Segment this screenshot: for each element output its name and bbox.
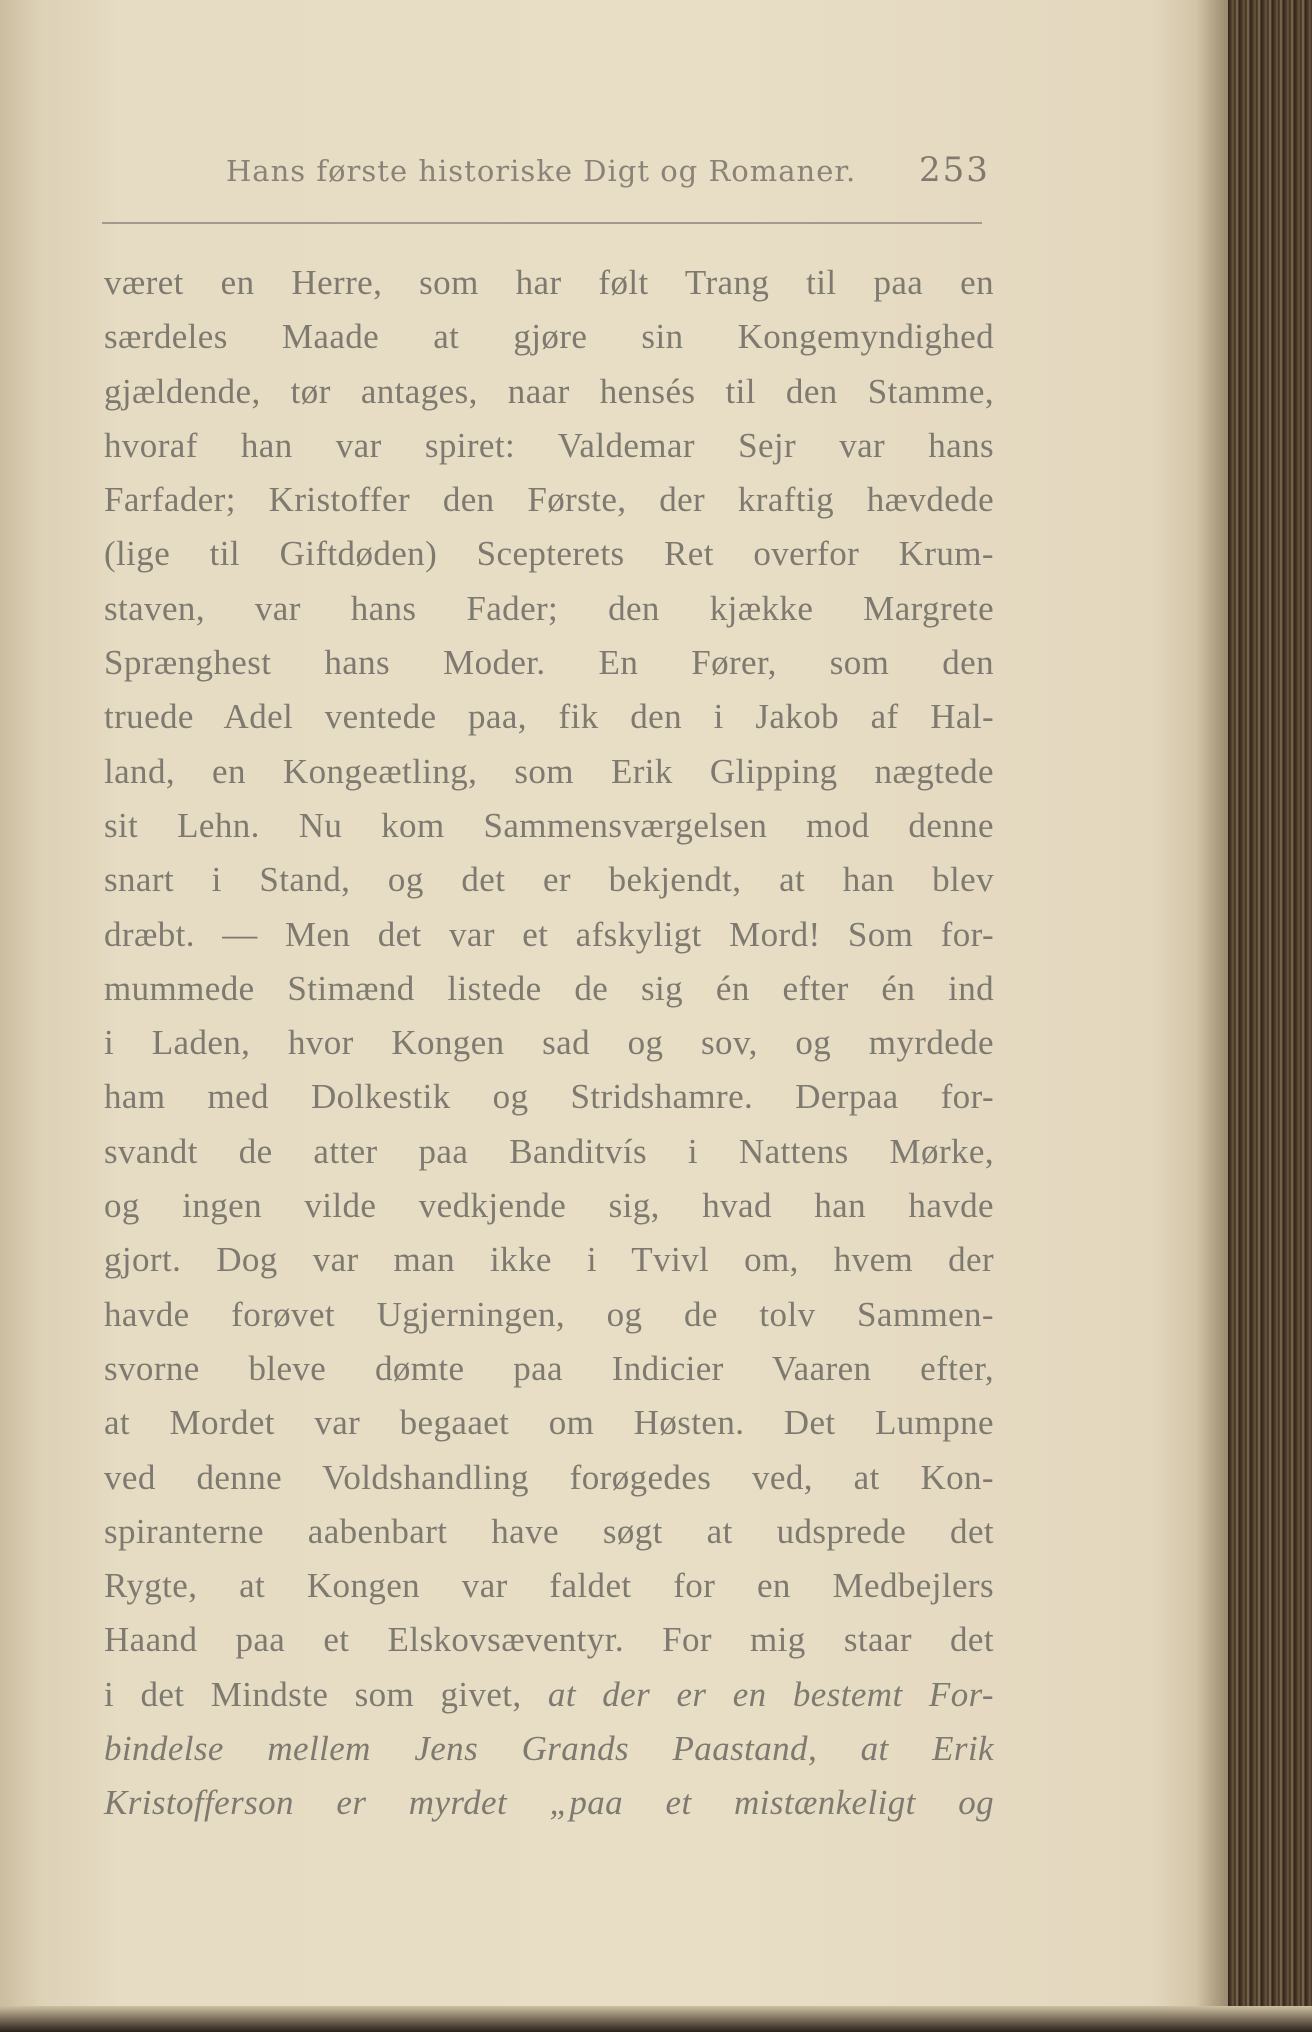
text-line: Kristofferson er myrdet „paa et mistænkeligt og bbox=[104, 1783, 994, 1823]
text-line: ham med Dolkestik og Stridshamre. Derpaa for- bbox=[104, 1077, 994, 1117]
text-line: spiranterne aabenbart have søgt at udsprede det bbox=[104, 1511, 994, 1551]
text-line: land, en Kongeætling, som Erik Glipping nægtede bbox=[104, 751, 994, 791]
text-line: gjort. Dog var man ikke i Tvivl om, hvem der bbox=[104, 1240, 994, 1280]
page-number: 253 bbox=[919, 150, 990, 190]
text-line: sit Lehn. Nu kom Sammensværgelsen mod denne bbox=[104, 805, 994, 845]
text-line: truede Adel ventede paa, fik den i Jakob af Hal- bbox=[104, 697, 994, 737]
book-page-edges bbox=[1228, 0, 1312, 2032]
text-line: Rygte, at Kongen var faldet for en Medbejlers bbox=[104, 1566, 994, 1606]
page-gutter-shadow bbox=[1196, 0, 1230, 2032]
text-roman-part: i det Mindste som givet, bbox=[104, 1674, 548, 1714]
text-line: i Laden, hvor Kongen sad og sov, og myrdede bbox=[104, 1023, 994, 1063]
text-line bbox=[104, 1668, 994, 1722]
text-line: ved denne Voldshandling forøgedes ved, at Kon- bbox=[104, 1457, 994, 1497]
text-line: at Mordet var begaaet om Høsten. Det Lumpne bbox=[104, 1403, 994, 1443]
text-line: og ingen vilde vedkjende sig, hvad han havde bbox=[104, 1186, 994, 1226]
text-line: havde forøvet Ugjerningen, og de tolv Sammen- bbox=[104, 1294, 994, 1334]
text-line: mummede Stimænd listede de sig én efter én ind bbox=[104, 968, 994, 1008]
text-line: dræbt. — Men det var et afskyligt Mord! Som for- bbox=[104, 914, 994, 954]
text-italic-part: at der er en bestemt For- bbox=[547, 1674, 994, 1714]
text-line: staven, var hans Fader; den kjække Margrete bbox=[104, 588, 994, 628]
running-head bbox=[104, 148, 990, 204]
running-head-title: Hans første historiske Digt og Romaner. bbox=[226, 154, 857, 188]
text-line: været en Herre, som har følt Trang til paa en bbox=[104, 263, 994, 302]
page-bottom-edge bbox=[0, 2006, 1312, 2032]
text-line: gjældende, tør antages, naar hensés til den Stamme, bbox=[104, 371, 994, 411]
text-line: (lige til Giftdøden) Scepterets Ret overfor Krum- bbox=[104, 534, 994, 574]
header-rule bbox=[102, 222, 982, 224]
text-line: hvoraf han var spiret: Valdemar Sejr var hans bbox=[104, 425, 994, 465]
text-line: bindelse mellem Jens Grands Paastand, at Erik bbox=[104, 1729, 994, 1769]
text-line: svandt de atter paa Banditvís i Nattens Mørke, bbox=[104, 1131, 994, 1171]
text-line: Haand paa et Elskovsæventyr. For mig staar det bbox=[104, 1620, 994, 1660]
text-line: særdeles Maade at gjøre sin Kongemyndighed bbox=[104, 317, 994, 357]
body-text bbox=[104, 256, 994, 1831]
text-line: svorne bleve dømte paa Indicier Vaaren efter, bbox=[104, 1348, 994, 1388]
text-line: Farfader; Kristoffer den Første, der kraftig hævdede bbox=[104, 480, 994, 520]
text-line: Sprænghest hans Moder. En Fører, som den bbox=[104, 643, 994, 683]
text-line: snart i Stand, og det er bekjendt, at han blev bbox=[104, 860, 994, 900]
